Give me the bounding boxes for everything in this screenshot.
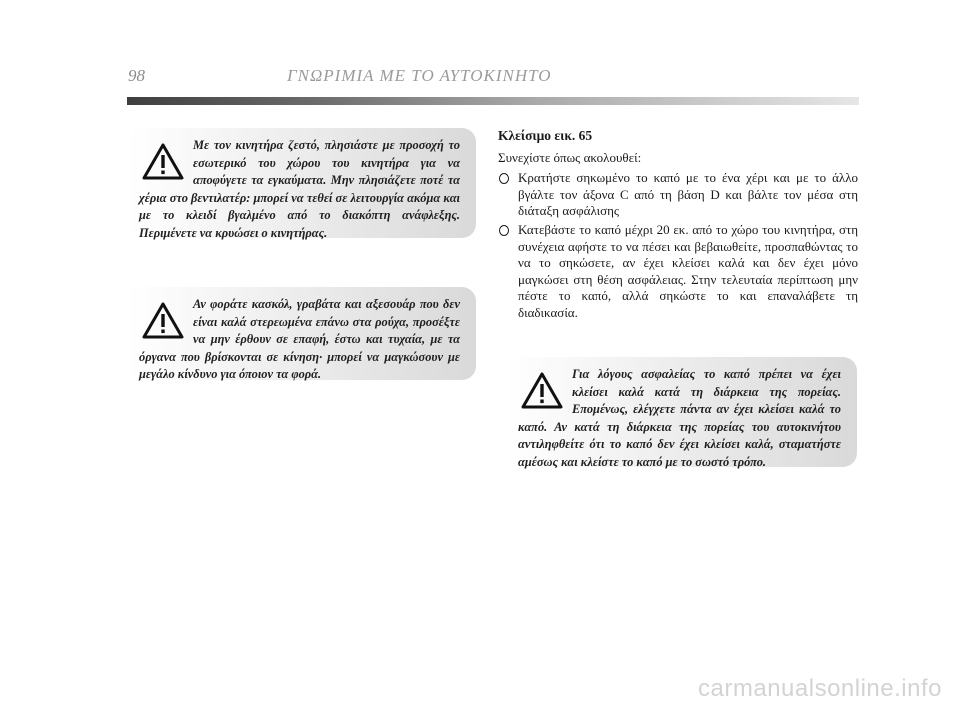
warning-box-hood-closed [506, 357, 857, 467]
warning-box-loose-clothing [127, 287, 476, 380]
circle-bullet-icon [499, 225, 509, 236]
steps-list [498, 170, 858, 321]
header-rule [127, 97, 859, 105]
section-intro: Συνεχίστε όπως ακολουθεί: [498, 149, 642, 165]
circle-bullet-icon [499, 173, 509, 184]
step-text: Κρατήστε σηκωμένο το καπό με το ένα χέρι και με το άλλο βγάλτε τον άξονα C από τη βάση D και βάλτε τον μέσα στη διάταξη ασφάλισης [518, 170, 858, 219]
warning-triangle-icon [141, 142, 185, 182]
section-title: Κλείσιμο εικ. 65 [498, 128, 593, 143]
page-number: 98 [128, 66, 145, 85]
watermark: carmanualsonline.info [698, 675, 942, 702]
warning-text: Αν φοράτε κασκόλ, γραβάτα και αξεσουάρ που δεν είναι καλά στερεωμένα επάνω στα ρούχα, προσέξτε να μην έρθουν σε επαφή, έστω και τυχαία, με τα όργανα που βρίσκονται σε κίνηση· μπορεί να μαγκώσουν με μεγάλο κίνδυνο για όποιον τα φορά. [139, 297, 460, 382]
warning-text: Για λόγους ασφαλείας το καπό πρέπει να έχει κλείσει καλά κατά τη διάρκεια της πορείας. Επομένως, ελέγχετε πάντα αν έχει κλείσει καλά το καπό. Αν κατά τη διάρκεια της πορείας του αυτοκινήτου αντιληφθείτε ότι το καπό δεν έχει κλείσει καλά, σταματήστε αμέσως και κλείστε το καπό με το σωστό τρόπο. [518, 367, 841, 469]
page-header-title: ΓΝΩΡΙΜΙΑ ΜΕ ΤΟ ΑΥΤΟΚΙΝΗΤΟ [287, 66, 552, 85]
list-item [498, 170, 858, 220]
warning-text: Με τον κινητήρα ζεστό, πλησιάστε με προσοχή το εσωτερικό του χώρου του κινητήρα για να αποφύγετε τα εγκαύματα. Μην πλησιάζετε ποτέ τα χέρια στο βεντιλατέρ: μπορεί να τεθεί σε λειτουργία ακόμα και με το κλειδί βγαλμένο από το διακόπτη ανάφλεξης. Περιμένετε να κρυώσει ο κινητήρας. [139, 138, 460, 240]
warning-triangle-icon [520, 371, 564, 411]
warning-triangle-icon [141, 301, 185, 341]
list-item [498, 222, 858, 322]
closing-section [498, 128, 858, 324]
step-text: Κατεβάστε το καπό μέχρι 20 εκ. από το χώρο του κινητήρα, στη συνέχεια αφήστε το να πέσει και βεβαιωθείτε, προσπαθώντας το να το σηκώσετε, αν έχει κλείσει καλά και δεν έχει μόνο μαγκώσει στη θέση ασφάλειας. Στην τελευταία περίπτωση μην πέστε το καπό, αλλά σηκώστε το και επαναλάβετε τη διαδικασία. [518, 221, 858, 320]
warning-box-hot-engine [127, 128, 476, 238]
